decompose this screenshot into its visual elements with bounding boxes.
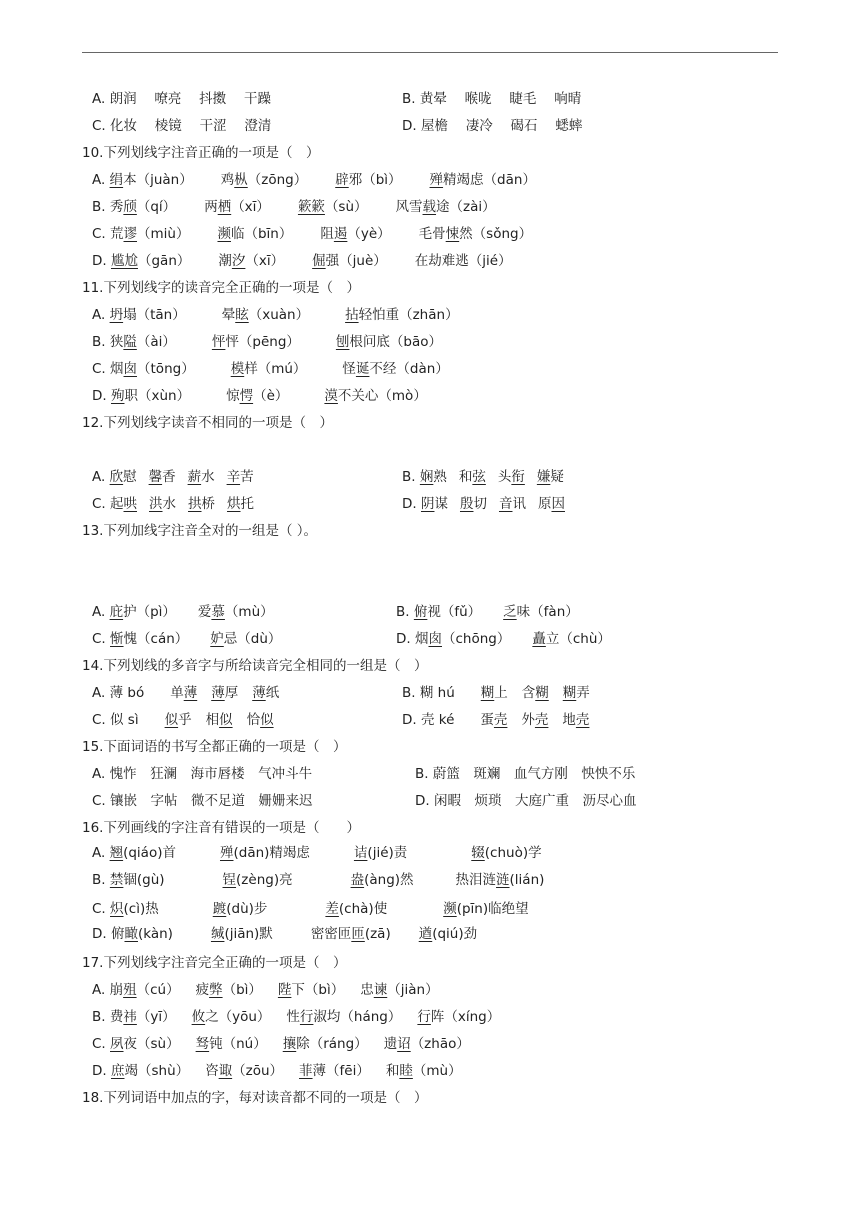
q11-option-d[interactable]: D. 殉职（xùn） 惊愕（è） 漠不关心（mò） [92,388,427,404]
q15-stem: 15.下面词语的书写全都正确的一项是（ ） [82,739,347,755]
q10-stem: 10.下列划线字注音正确的一项是（ ） [82,145,320,161]
q18-stem: 18.下列词语中加点的字，每对读音都不同的一项是（ ） [82,1090,428,1106]
q13-option-b[interactable]: B. 俯视（fǔ） 乏味（fàn） [396,604,579,620]
q11-option-b[interactable]: B. 狭隘（ài） 怦怦（pēng） 刨根问底（bāo） [92,334,443,350]
q16-option-c[interactable]: C. 炽(cì)热 踱(dù)步 差(chà)使 濒(pīn)临绝望 [92,901,529,917]
q16-option-a[interactable]: A. 翘(qiáo)首 殚(dān)精竭虑 诘(jié)责 辍(chuò)学 [92,845,542,861]
q9-option-c[interactable]: C. 化妆 棱镜 干涩 澄清 [92,118,272,134]
q11-option-a[interactable]: A. 坍塌（tān） 晕眩（xuàn） 拈轻怕重（zhān） [92,307,459,323]
q9-option-d[interactable]: D. 屋檐 凄冷 碣石 蟋蟀 [402,118,583,134]
q10-option-c[interactable]: C. 荒谬（miù） 濒临（bīn） 阻遏（yè） 毛骨悚然（sǒng） [92,226,533,242]
q13-option-c[interactable]: C. 惭愧（cán） 妒忌（dù） [92,631,282,647]
q14-option-d[interactable]: D. 壳 ké 蛋壳 外壳 地壳 [402,712,590,728]
q9-option-a[interactable]: A. 朗润 嘹亮 抖擞 干躁 [92,91,271,107]
q17-stem: 17.下列划线字注音完全正确的一项是（ ） [82,955,347,971]
q14-stem: 14.下列划线的多音字与所给读音完全相同的一组是（ ） [82,658,428,674]
q13-stem: 13.下列加线字注音全对的一组是（ ）。 [82,523,318,539]
q13-option-a[interactable]: A. 庇护（pì） 爱慕（mù） [92,604,274,620]
q11-stem: 11.下列划线字的读音完全正确的一项是（ ） [82,280,360,296]
q11-option-c[interactable]: C. 烟囱（tōng） 模样（mú） 怪诞不经（dàn） [92,361,449,377]
q16-option-b[interactable]: B. 禁锢(gù) 锃(zèng)亮 盎(àng)然 热泪涟涟(lián) [92,872,545,888]
q15-option-c[interactable]: C. 镶嵌 字帖 微不足道 姗姗来迟 [92,793,313,809]
q16-option-d[interactable]: D. 俯瞰(kàn) 缄(jiān)默 密密匝匝(zā) 遒(qiú)劲 [92,926,478,942]
q12-stem: 12.下列划线字读音不相同的一项是（ ） [82,415,333,431]
q16-stem: 16.下列画线的字注音有错误的一项是（ ） [82,820,360,836]
q13-option-d[interactable]: D. 烟囱（chōng） 矗立（chù） [396,631,611,647]
q12-option-d[interactable]: D. 阴谋 殷切 音讯 原因 [402,496,565,512]
q14-option-a[interactable]: A. 薄 bó 单薄 薄厚 薄纸 [92,685,280,701]
q17-option-a[interactable]: A. 崩殂（cú） 疲弊（bì） 陛下（bì） 忠谏（jiàn） [92,982,439,998]
q10-option-a[interactable]: A. 绢本（juàn） 鸡枞（zōng） 辟邪（bì） 殚精竭虑（dān） [92,172,536,188]
q12-option-b[interactable]: B. 娴熟 和弦 头衔 嫌疑 [402,469,564,485]
q14-option-c[interactable]: C. 似 sì 似乎 相似 恰似 [92,712,274,728]
q12-option-a[interactable]: A. 欣慰 馨香 薪水 辛苦 [92,469,254,485]
q15-option-b[interactable]: B. 蔚篮 斑斓 血气方刚 怏怏不乐 [415,766,636,782]
q9-option-b[interactable]: B. 黄晕 喉咙 睫毛 响晴 [402,91,582,107]
q17-option-c[interactable]: C. 夙夜（sù） 驽钝（nú） 攘除（ráng） 遗诏（zhāo） [92,1036,470,1052]
q10-option-d[interactable]: D. 尴尬（gān） 潮汐（xī） 倔强（juè） 在劫难逃（jié） [92,253,512,269]
q15-option-d[interactable]: D. 闲暇 烦琐 大庭广重 沥尽心血 [415,793,637,809]
q15-option-a[interactable]: A. 愧怍 狂澜 海市唇楼 气冲斗牛 [92,766,313,782]
q14-option-b[interactable]: B. 糊 hú 糊上 含糊 糊弄 [402,685,590,701]
q17-option-d[interactable]: D. 庶竭（shù） 咨诹（zōu） 菲薄（fēi） 和睦（mù） [92,1063,462,1079]
header-rule [82,52,778,53]
q10-option-b[interactable]: B. 秀颀（qí） 两栖（xī） 簌簌（sù） 风雪载途（zài） [92,199,496,215]
q17-option-b[interactable]: B. 费祎（yī） 攸之（yōu） 性行淑均（háng） 行阵（xíng） [92,1009,501,1025]
q12-option-c[interactable]: C. 起哄 洪水 拱桥 烘托 [92,496,255,512]
